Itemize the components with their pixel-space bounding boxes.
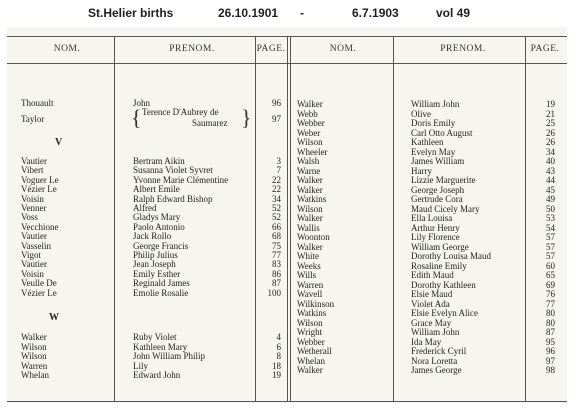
surname: Veulle De: [21, 278, 57, 289]
given-names: Yvonne Marie Clémentine: [133, 174, 229, 185]
start-date: 26.10.1901: [218, 6, 279, 20]
left-prenom-heading: PRENOM.: [169, 44, 215, 54]
given-names: Alfred: [133, 203, 157, 213]
given-names: Jack Rollo: [133, 231, 172, 242]
page-number: 83: [272, 259, 281, 270]
surname: Wilson: [21, 351, 47, 362]
page-number: 97: [546, 355, 555, 366]
register-title: St.Helier births: [88, 6, 174, 20]
page-number: 65: [546, 270, 555, 280]
page-number: 95: [546, 336, 555, 347]
surname: Voguer Le: [21, 174, 59, 185]
given-names: Nora Loretta: [411, 355, 458, 366]
given-names: John William Philip: [133, 351, 205, 362]
page-number: 98: [546, 365, 555, 375]
right-prenom-heading: PRENOM.: [440, 44, 486, 54]
page-number: 26: [546, 127, 555, 138]
left-page-heading: PAGE.: [256, 44, 286, 54]
surname: Voisin: [21, 268, 44, 279]
surname: Vautier: [21, 231, 47, 242]
page-number: 43: [546, 165, 555, 176]
given-names: Harry: [411, 165, 432, 176]
page-number: 52: [272, 212, 281, 223]
given-names: William George: [411, 241, 469, 252]
given-names: Olive: [411, 108, 431, 119]
given-names: James George: [411, 365, 462, 375]
page-number: 44: [546, 175, 555, 185]
given-names: Terence D'Aubrey de: [142, 107, 219, 117]
surname: Vasselin: [21, 240, 51, 251]
given-names: Kathleen Mary: [133, 341, 188, 352]
surname: Vecchione: [21, 221, 59, 232]
page-number: 87: [272, 278, 281, 289]
surname: Walker: [21, 332, 47, 342]
given-names: Rosaline Emily: [411, 260, 467, 271]
given-names: George Francis: [133, 240, 189, 251]
page-number: 22: [272, 184, 281, 195]
page-number: 50: [546, 203, 555, 214]
given-names: Philip Julius: [133, 250, 178, 260]
given-names: Edith Maud: [411, 270, 454, 280]
given-names: Elsie Maud: [411, 289, 453, 299]
given-names: Ida May: [411, 336, 442, 347]
given-names: Dorothy Louisa Maud: [411, 251, 491, 261]
given-names: James William: [411, 156, 465, 166]
given-names: Jean Joseph: [133, 259, 176, 270]
page-number: 96: [546, 346, 555, 356]
page-number: 40: [546, 156, 555, 166]
page-number: 96: [272, 98, 281, 108]
surname: Wavell: [297, 289, 323, 299]
given-names: George Joseph: [411, 184, 465, 195]
surname: Walker: [297, 365, 323, 375]
page-number: 53: [546, 213, 555, 223]
register-page: [7, 27, 567, 403]
surname: Webb: [297, 108, 318, 119]
document-header: [0, 6, 577, 22]
surname: Wilson: [21, 341, 47, 352]
page-number: 66: [272, 221, 281, 232]
page-number: 26: [546, 137, 555, 147]
page-number: 45: [546, 184, 555, 195]
table-row: [7, 365, 567, 376]
right-nom-heading: NOM.: [329, 44, 357, 54]
given-names: Dorothy Kathleen: [411, 279, 476, 290]
given-names: Arthur Henry: [411, 222, 460, 233]
surname: Vigot: [21, 250, 41, 260]
surname: Walsh: [297, 156, 320, 166]
surname: Wilson: [297, 203, 323, 214]
surname: Vautier: [21, 259, 47, 270]
page-number: 80: [546, 308, 555, 318]
surname: Walker: [297, 175, 323, 185]
given-names: Ella Louisa: [411, 213, 453, 223]
page-number: 54: [546, 222, 555, 233]
given-names: Emily Esther: [133, 268, 181, 279]
page-number: 77: [546, 298, 555, 309]
given-names: Frederick Cyril: [411, 346, 467, 356]
page-number: 19: [546, 99, 555, 109]
page-number: 87: [546, 327, 555, 337]
given-names: Lizzie Marguerite: [411, 175, 476, 185]
page-number: 77: [272, 250, 281, 260]
left-nom-heading: NOM.: [53, 44, 81, 54]
surname: Walker: [297, 184, 323, 195]
surname: Taylor: [21, 114, 45, 124]
given-names: Reginald James: [133, 278, 190, 289]
surname: Vautier: [21, 156, 47, 166]
volume-number: vol 49: [436, 6, 471, 20]
given-names: John: [133, 98, 151, 108]
given-names: Elsie Evelyn Alice: [411, 308, 478, 318]
page-number: 97: [272, 114, 281, 124]
page-number: 7: [276, 165, 281, 176]
given-names: William John: [411, 327, 460, 337]
surname: Watkins: [297, 308, 327, 318]
surname: Thouault: [21, 98, 54, 108]
given-names-cont: Saumarez: [192, 118, 228, 128]
page-number: 8: [276, 351, 281, 362]
surname: Wills: [297, 270, 317, 280]
given-names: Carl Otto August: [411, 127, 473, 138]
given-names: Susanna Violet Syvret: [133, 165, 213, 176]
page-number: 80: [546, 317, 555, 328]
page-number: 52: [272, 203, 281, 213]
surname: Wetherall: [297, 346, 332, 356]
surname: Vézier Le: [21, 287, 57, 298]
name-brace: {: [131, 105, 142, 130]
given-names: Ralph Edward Bishop: [133, 193, 213, 204]
surname: Warren: [297, 279, 324, 290]
surname: Wheeler: [297, 146, 328, 157]
page-number: 86: [272, 268, 281, 279]
given-names: Emolie Rosalie: [133, 287, 189, 298]
given-names: Kathleen: [411, 137, 444, 147]
given-names: Albert Emile: [133, 184, 180, 195]
given-names: Evelyn May: [411, 146, 456, 157]
page-number: 60: [546, 260, 555, 271]
given-names: Lily Florence: [411, 232, 460, 242]
page-number: 57: [546, 241, 555, 252]
page-number: 21: [546, 108, 555, 119]
page-number: 4: [276, 332, 281, 342]
surname: Woonton: [297, 232, 330, 242]
surname: Weeks: [297, 260, 321, 271]
page-number: 25: [546, 118, 555, 128]
page-number: 49: [546, 194, 555, 204]
surname: Warren: [21, 360, 48, 371]
page-number: 34: [546, 146, 555, 157]
page-number: 6: [276, 341, 281, 352]
page-number: 75: [272, 240, 281, 251]
surname: White: [297, 251, 319, 261]
surname: Webber: [297, 118, 325, 128]
given-names: Paolo Antonio: [133, 221, 185, 232]
surname: Walker: [297, 241, 323, 252]
surname: Vibert: [21, 165, 44, 176]
page-number: 3: [276, 156, 281, 166]
end-date: 6.7.1903: [352, 6, 399, 20]
page-number: 22: [272, 174, 281, 185]
surname: Voss: [21, 212, 38, 223]
surname: Walker: [297, 99, 323, 109]
surname: Wilkinson: [297, 298, 335, 309]
given-names: William John: [411, 99, 460, 109]
page-number: 76: [546, 289, 555, 299]
surname: Voisin: [21, 193, 44, 204]
right-page-heading: PAGE.: [530, 44, 560, 54]
surname: Wilson: [297, 317, 323, 328]
given-names: Violet Ada: [411, 298, 450, 309]
given-names: Maud Cicely Mary: [411, 203, 480, 214]
page-number: 57: [546, 232, 555, 242]
page-number: 69: [546, 279, 555, 290]
given-names: Gladys Mary: [133, 212, 181, 223]
name-brace-close: }: [241, 105, 252, 130]
surname: Wright: [297, 327, 323, 337]
page-number: 34: [272, 193, 281, 204]
surname: Wallis: [297, 222, 320, 233]
bottom-rule: [7, 401, 567, 402]
given-names: Grace May: [411, 317, 452, 328]
surname: Warne: [297, 165, 321, 176]
given-names: Gertrude Cora: [411, 194, 463, 204]
surname: Whelan: [21, 370, 49, 381]
page-number: 19: [272, 370, 281, 381]
surname: Walker: [297, 213, 323, 223]
section-letter-v: V: [55, 137, 63, 148]
surname: Wilson: [297, 137, 323, 147]
surname: Weber: [297, 127, 321, 138]
surname: Whelan: [297, 355, 325, 366]
surname: Venner: [21, 203, 47, 213]
given-names: Edward John: [133, 370, 181, 381]
page-number: 100: [267, 287, 281, 298]
page-number: 57: [546, 251, 555, 261]
given-names: Doris Emily: [411, 118, 456, 128]
surname: Webber: [297, 336, 325, 347]
given-names: Ruby Violet: [133, 332, 177, 342]
given-names: Bertram Aikin: [133, 156, 185, 166]
date-separator: -: [300, 6, 304, 20]
page-number: 18: [272, 360, 281, 371]
given-names: Lily: [133, 360, 148, 371]
section-letter-w: W: [49, 312, 59, 323]
surname: Vézier Le: [21, 184, 57, 195]
surname: Watkins: [297, 194, 327, 204]
page-number: 68: [272, 231, 281, 242]
